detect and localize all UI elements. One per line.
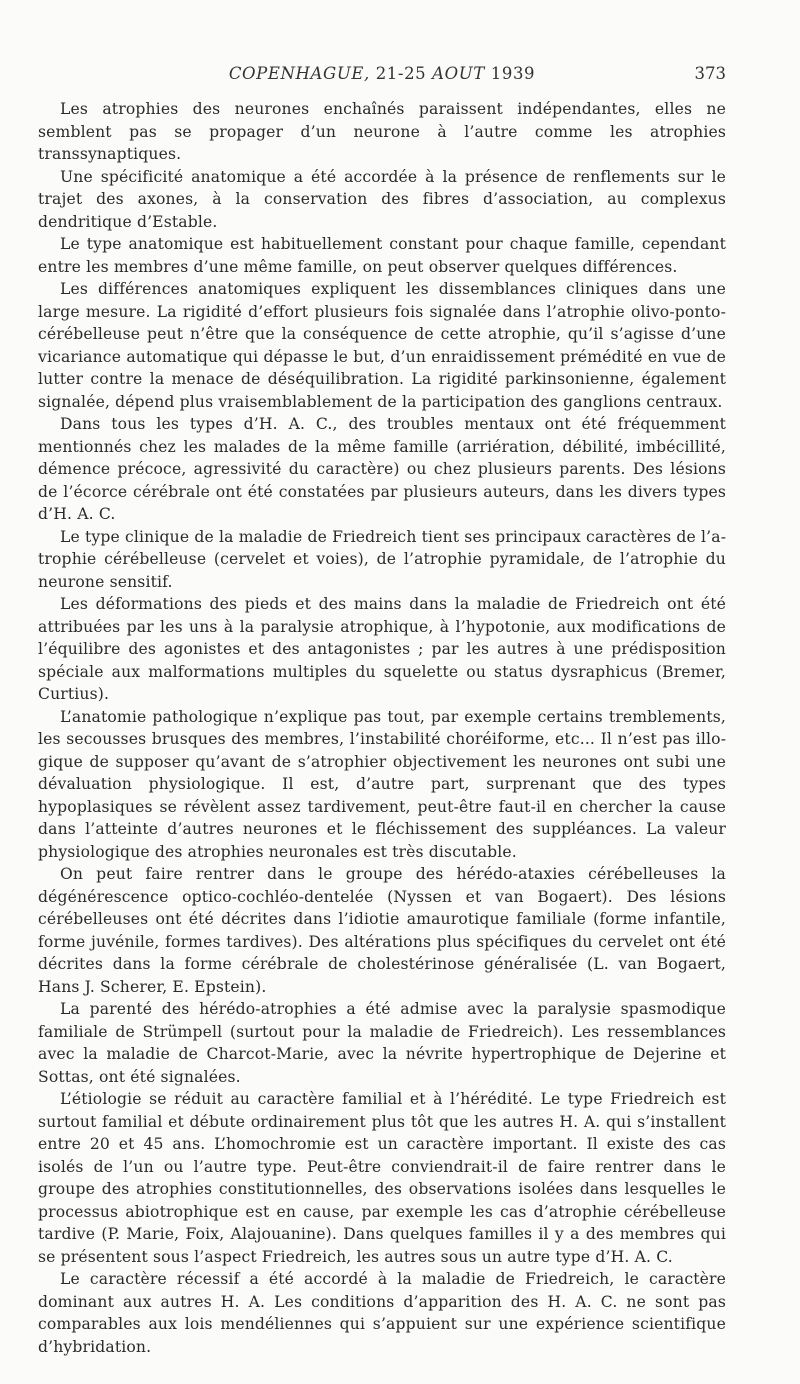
paragraph: Une spécificité anatomique a été accordée à la présence de renflements sur le trajet des axones, à la conservation des fibres d’association, au complexus dendritique d’Estable. [38,167,726,231]
paragraph: Le type clinique de la maladie de Friedreich tient ses principaux caractères de l’atrophie cérébelleuse (cervelet et voies), de l’atrophie pyramidale, de l’atrophie du neurone sensitif. [38,527,726,591]
running-head [38,64,726,83]
paragraph: Dans tous les types d’H. A. C., des troubles mentaux ont été fréquemment mentionnés chez les malades de la même famille (arriération, débilité, imbécillité, démence précoce, agressivité du caractère) ou chez plusieurs parents. Des lésions de l’écorce cérébrale ont été constatées par plusieurs auteurs, dans les divers types d’H. A. C. [38,415,726,523]
running-head-dates: 21-25 [375,64,427,83]
paragraph: La parenté des hérédo-atrophies a été admise avec la paralysie spasmodique familiale de Strümpell (surtout pour la maladie de Friedreich). Les ressemblances avec la maladie de Charcot-Marie, avec la névrite hypertrophique de Dejerine et Sottas, ont été signalées. [38,1000,726,1086]
page-header [38,64,726,88]
running-head-city: COPENHAGUE, [228,64,370,83]
running-head-month: AOUT [432,64,485,83]
paragraph: Les différences anatomiques expliquent les dissemblances cliniques dans une large mesure. La rigidité d’effort plusieurs fois signalée dans l’atrophie olivo-ponto-cérébelleuse peut n’être que la conséquence de cette atrophie, qu’il s’agisse d’une vicariance automatique qui dépasse le but, d’un enraidissement prémédité en vue de lutter contre la menace de déséquilibration. La rigidité parkinsonienne, également signalée, dépend plus vraisemblablement de la participation des ganglions centraux. [38,280,726,411]
running-head-year: 1939 [490,64,536,83]
paragraph: On peut faire rentrer dans le groupe des hérédo-ataxies cérébelleuses la dégénérescence optico-cochléo-dentelée (Nyssen et van Bogaert). Des lésions cérébelleuses ont été décrites dans l’idiotie amaurotique familiale (forme infantile, forme juvénile, formes tardives). Des altérations plus spécifiques du cervelet ont été décrites dans la forme cérébrale de cholestérinose généralisée (L. van Bogaert, Hans J. Scherer, E. Epstein). [38,865,726,996]
paragraph: L’anatomie pathologique n’explique pas tout, par exemple certains tremblements, les secousses brusques des membres, l’instabilité choréiforme, etc... Il n’est pas illogique de supposer qu’avant de s’atrophier objectivement les neurones ont subi une dévaluation physiologique. Il est, d’autre part, surprenant que des types hypoplasiques se révèlent assez tardivement, peut-être faut-il en chercher la cause dans l’atteinte d’autres neurones et le fléchissement des suppléances. La valeur physiologique des atrophies neuronales est très discutable. [38,707,726,861]
page-number: 373 [694,64,726,83]
body-text [38,98,726,1358]
paragraph: Les atrophies des neurones enchaînés paraissent indépendantes, elles ne semblent pas se propager d’un neurone à l’autre comme les atrophies transsynaptiques. [38,100,726,163]
paragraph: L’étiologie se réduit au caractère familial et à l’hérédité. Le type Friedreich est surtout familial et débute ordinairement plus tôt que les autres H. A. qui s’installent entre 20 et 45 ans. L’homochromie est un caractère important. Il existe des cas isolés de l’un ou l’autre type. Peut-être conviendrait-il de faire rentrer dans le groupe des atrophies constitutionnelles, des observations isolées dans lesquelles le processus abiotrophique est en cause, par exemple les cas d’atrophie cérébelleuse tardive (P. Marie, Foix, Alajouanine). Dans quelques familles il y a des membres qui se présentent sous l’aspect Friedreich, les autres sous un autre type d’H. A. C. [38,1090,726,1266]
paragraph: Le caractère récessif a été accordé à la maladie de Friedreich, le caractère dominant aux autres H. A. Les conditions d’apparition des H. A. C. ne sont pas comparables aux lois mendéliennes qui s’appuient sur une expérience scientifique d’hybridation. [38,1270,726,1356]
paragraph: Les déformations des pieds et des mains dans la maladie de Friedreich ont été attribuées par les uns à la paralysie atrophique, à l’hypotonie, aux modifications de l’équilibre des agonistes et des antagonistes ; par les autres à une prédisposition spéciale aux malformations multiples du squelette ou status dysraphicus (Bremer, Curtius). [38,595,726,703]
paragraph: Le type anatomique est habituellement constant pour chaque famille, cependant entre les membres d’une même famille, on peut observer quelques différences. [38,235,726,276]
